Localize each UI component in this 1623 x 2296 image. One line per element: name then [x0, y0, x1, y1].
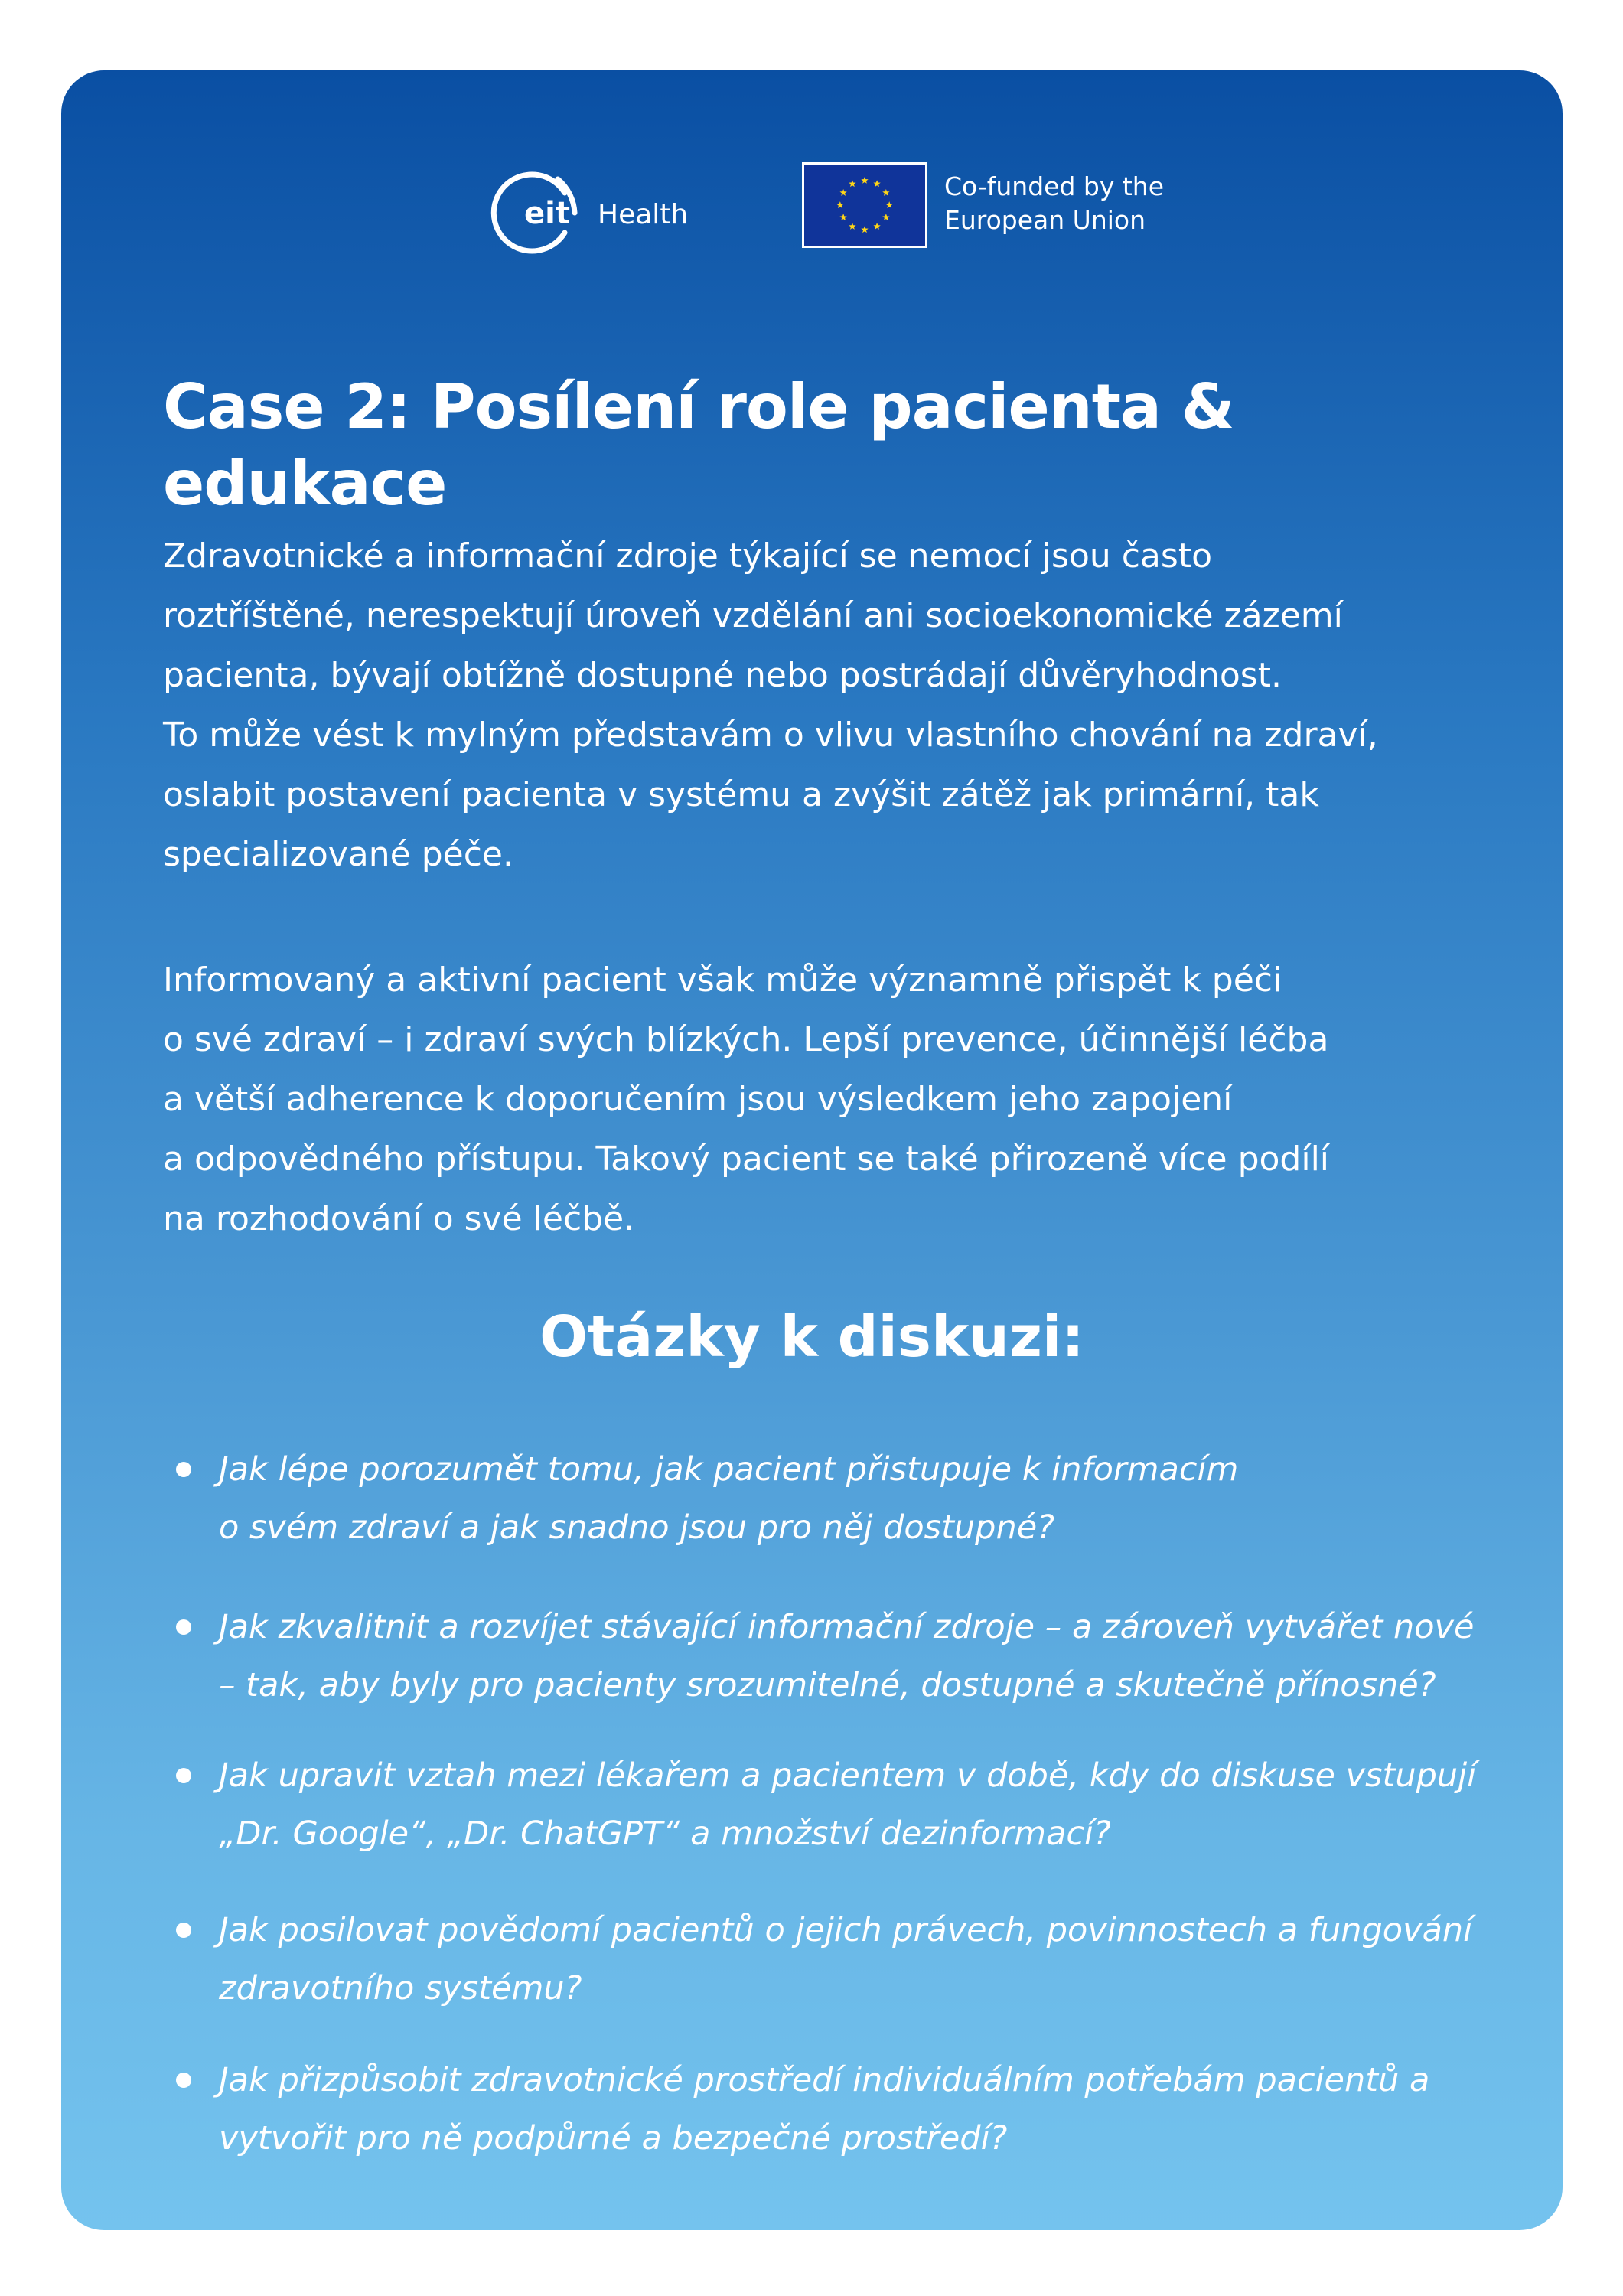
question-text [219, 1746, 1535, 1863]
question-text [219, 1901, 1535, 2017]
logo-bar [61, 162, 1563, 262]
question-line: Jak lépe porozumět tomu, jak pacient přistupuje k informacím [219, 1450, 1239, 1489]
eu-cofunded-text [944, 170, 1204, 237]
paragraph-line: specializované péče. [163, 835, 513, 874]
bullet-icon [176, 2073, 191, 2088]
eit-health-logo [484, 162, 722, 262]
eu-flag-icon [802, 162, 927, 248]
question-line: o svém zdraví a jak snadno jsou pro něj dostupné? [219, 1508, 1055, 1547]
question-line: Jak přizpůsobit zdravotnické prostředí individuálním potřebám pacientů a [219, 2061, 1430, 2099]
question-line: – tak, aby byly pro pacienty srozumitelné, dostupné a skutečně přínosné? [219, 1666, 1436, 1704]
page-title: Case 2: Posílení role pacienta & edukace [163, 371, 1234, 519]
eit-logo-text: eit [524, 196, 570, 231]
paragraph-line: Informovaný a aktivní pacient však může významně přispět k péči [163, 960, 1282, 1000]
paragraph-line: o své zdraví – i zdraví svých blízkých. Lepší prevence, účinnější léčba [163, 1020, 1329, 1059]
paragraph-line: Zdravotnické a informační zdroje týkající se nemocí jsou často [163, 536, 1212, 576]
eu-text-line2: European Union [944, 205, 1146, 235]
discussion-title: Otázky k diskuzi: [539, 1304, 1084, 1370]
flyer-card [61, 70, 1563, 2230]
paragraph-line: pacienta, bývají obtížně dostupné nebo postrádají důvěryhodnost. [163, 656, 1282, 695]
question-line: Jak posilovat povědomí pacientů o jejich právech, povinnostech a fungování [219, 1911, 1473, 1949]
question-text [219, 1598, 1535, 1714]
paragraph-line: roztříštěné, nerespektují úroveň vzdělání ani socioekonomické zázemí [163, 596, 1343, 635]
bullet-icon [176, 1768, 191, 1783]
question-line: zdravotního systému? [219, 1969, 582, 2007]
second-paragraph [163, 951, 1510, 1249]
question-line: Jak zkvalitnit a rozvíjet stávající informační zdroje – a zároveň vytvářet nové [219, 1608, 1475, 1646]
paragraph-line: na rozhodování o své léčbě. [163, 1199, 635, 1238]
paragraph-line: a odpovědného přístupu. Takový pacient se také přirozeně více podílí [163, 1140, 1330, 1179]
eu-text-line1: Co-funded by the [944, 171, 1165, 201]
question-line: Jak upravit vztah mezi lékařem a pacientem v době, kdy do diskuse vstupují [219, 1756, 1477, 1795]
paragraph-line: oslabit postavení pacienta v systému a zvýšit zátěž jak primární, tak [163, 775, 1319, 814]
question-line: vytvořit pro ně podpůrné a bezpečné prostředí? [219, 2119, 1008, 2157]
bullet-icon [176, 1619, 191, 1635]
question-line: „Dr. Google“, „Dr. ChatGPT“ a množství dezinformací? [219, 1815, 1111, 1853]
question-text [219, 2051, 1535, 2167]
paragraph-line: To může vést k mylným představám o vlivu vlastního chování na zdraví, [163, 716, 1378, 755]
bullet-icon [176, 1923, 191, 1938]
health-logo-text: Health [598, 199, 689, 230]
paragraph-line: a větší adherence k doporučením jsou výsledkem jeho zapojení [163, 1080, 1233, 1119]
intro-paragraph [163, 527, 1510, 885]
bullet-icon [176, 1462, 191, 1477]
question-text [219, 1440, 1535, 1557]
